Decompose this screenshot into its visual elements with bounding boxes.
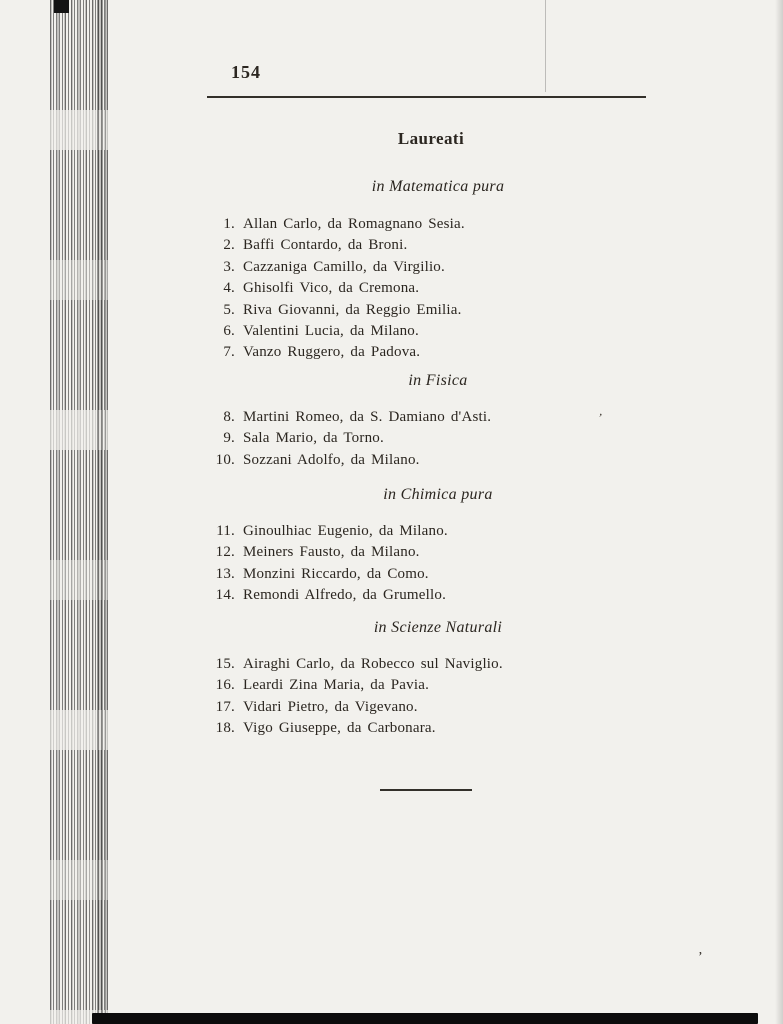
bottom-scan-bar	[92, 1013, 758, 1024]
list-item	[205, 654, 657, 675]
entry-text: Sozzani Adolfo, da Milano.	[243, 451, 420, 468]
entry-number: 7.	[223, 344, 235, 361]
list-item	[205, 521, 657, 542]
list-item	[205, 542, 657, 563]
section-subtitle: in Chimica pura	[383, 486, 493, 504]
list-item	[205, 718, 657, 739]
page-crease-artifact	[545, 0, 546, 92]
list-item	[205, 235, 657, 256]
binding-edge-artifact	[97, 0, 106, 1024]
entry-text: Monzini Riccardo, da Como.	[243, 565, 429, 582]
page-number: 154	[231, 62, 261, 82]
entry-number: 2.	[223, 237, 235, 254]
entry-list	[205, 214, 657, 364]
list-item	[205, 675, 657, 696]
entry-text: Vidari Pietro, da Vigevano.	[243, 698, 418, 715]
end-divider-rule	[380, 789, 472, 791]
list-item	[205, 342, 657, 363]
corner-scan-mark	[54, 0, 69, 13]
section-subtitle: in Fisica	[408, 371, 468, 389]
entry-text: Remondi Alfredo, da Grumello.	[243, 587, 447, 604]
entry-text: Ginoulhiac Eugenio, da Milano.	[243, 523, 448, 540]
section-matematica-pura	[205, 176, 657, 364]
entry-list	[205, 407, 657, 471]
list-item	[205, 278, 657, 299]
right-edge-shadow	[775, 0, 783, 1024]
entry-text: Leardi Zina Maria, da Pavia.	[243, 677, 430, 694]
entry-text: Ghisolfi Vico, da Cremona.	[243, 280, 420, 297]
list-item	[205, 300, 657, 321]
list-item	[205, 428, 657, 449]
entry-number: 15.	[215, 655, 235, 672]
scan-speck: ’	[698, 950, 703, 965]
entry-list	[205, 521, 657, 607]
section-fisica	[205, 370, 657, 471]
header-rule	[207, 96, 646, 98]
list-item	[205, 697, 657, 718]
page-content	[205, 128, 657, 739]
entry-text: Valentini Lucia, da Milano.	[243, 323, 419, 340]
entry-number: 12.	[215, 544, 235, 561]
entry-number: 4.	[223, 280, 235, 297]
section-chimica-pura	[205, 484, 657, 607]
entry-number: 9.	[223, 430, 235, 447]
entry-text: Airaghi Carlo, da Robecco sul Naviglio.	[243, 655, 503, 672]
entry-number: 13.	[215, 565, 235, 582]
list-item	[205, 450, 657, 471]
section-subtitle: in Matematica pura	[371, 178, 505, 195]
entry-number: 8.	[223, 408, 235, 425]
entry-number: 5.	[223, 301, 235, 318]
list-item	[205, 564, 657, 585]
section-subtitle: in Scienze Naturali	[373, 618, 503, 636]
entry-text: Riva Giovanni, da Reggio Emilia.	[243, 301, 462, 318]
entry-number: 18.	[215, 719, 235, 736]
entry-number: 16.	[215, 677, 235, 694]
list-item	[205, 407, 657, 428]
entry-number: 6.	[223, 323, 235, 340]
page-title: Laureati	[397, 129, 465, 148]
entry-text: Vigo Giuseppe, da Carbonara.	[243, 719, 436, 736]
entry-text: Baffi Contardo, da Broni.	[243, 237, 408, 254]
list-item	[205, 321, 657, 342]
entry-text: Martini Romeo, da S. Damiano d'Asti.	[243, 408, 492, 425]
list-item	[205, 585, 657, 606]
list-item	[205, 214, 657, 235]
entry-text: Sala Mario, da Torno.	[243, 430, 384, 447]
entry-text: Meiners Fausto, da Milano.	[243, 544, 420, 561]
entry-number: 1.	[223, 216, 235, 232]
entry-text: Cazzaniga Camillo, da Virgilio.	[243, 258, 445, 275]
scan-speck: ,	[598, 403, 605, 419]
entry-text: Vanzo Ruggero, da Padova.	[243, 344, 421, 361]
entry-number: 10.	[215, 451, 235, 468]
entry-number: 3.	[223, 258, 235, 275]
entry-number: 14.	[215, 587, 235, 604]
section-scienze-naturali	[205, 617, 657, 740]
list-item	[205, 257, 657, 278]
entry-number: 17.	[215, 698, 235, 715]
entry-text: Allan Carlo, da Romagnano Sesia.	[243, 216, 465, 232]
entry-number: 11.	[216, 523, 235, 540]
entry-list	[205, 654, 657, 740]
